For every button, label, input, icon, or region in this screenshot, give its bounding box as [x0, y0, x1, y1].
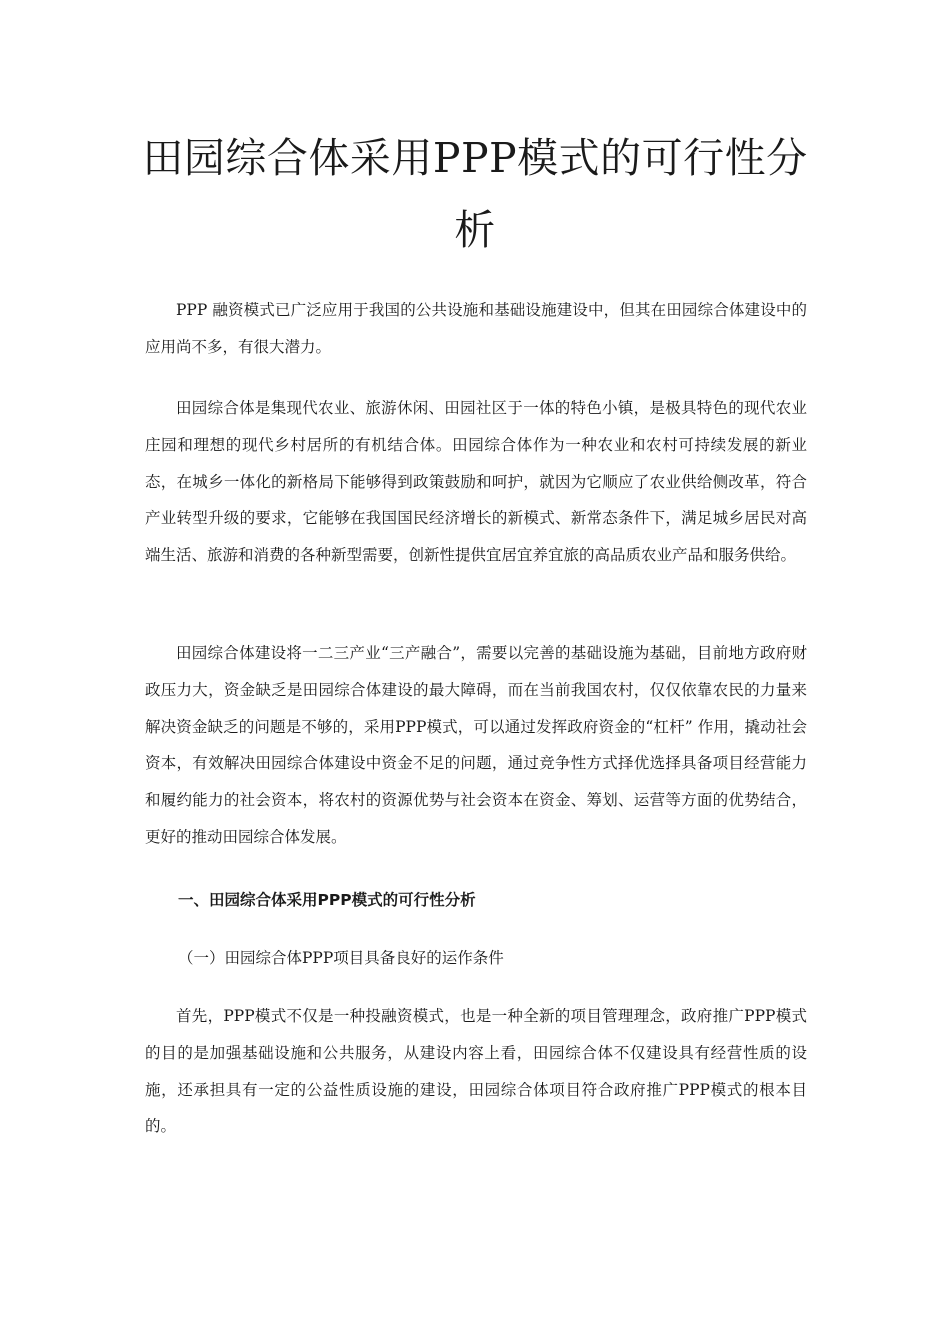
document-title: 田园综合体采用PPP模式的可行性分析	[142, 134, 808, 254]
subsection-heading: （一）田园综合体PPP项目具备良好的运作条件	[178, 949, 504, 967]
funding-paragraph: 田园综合体建设将一二三产业“三产融合”，需要以完善的基础设施为基础，目前地方政府财政压力大，资金缺乏是田园综合体建设的最大障碍，而在当前我国农村，仅仅依靠农民的力量来解决资金缺乏的问题是不够的，采用PPP模式，可以通过发挥政府资金的“杠杆” 作用，撬动社会资本，有效解决田园综合体建设中资金不足的问题，通过竞争性方式择优选择具备项目经营能力和履约能力的社会资本，将农村的资源优势与社会资本在资金、筹划、运营等方面的优势结合，更好的推动田园综合体发展。	[145, 644, 807, 846]
intro-paragraph: PPP 融资模式已广泛应用于我国的公共设施和基础设施建设中，但其在田园综合体建设中的应用尚不多，有很大潜力。	[145, 301, 807, 356]
first-point-paragraph: 首先，PPP模式不仅是一种投融资模式，也是一种全新的项目管理理念，政府推广PPP模式的目的是加强基础设施和公共服务，从建设内容上看，田园综合体不仅建设具有经营性质的设施，还承担具有一定的公益性质设施的建设，田园综合体项目符合政府推广PPP模式的根本目的。	[145, 1007, 807, 1136]
section-heading: 一、田园综合体采用PPP模式的可行性分析	[178, 891, 476, 909]
definition-paragraph: 田园综合体是集现代农业、旅游休闲、田园社区于一体的特色小镇，是极具特色的现代农业庄园和理想的现代乡村居所的有机结合体。田园综合体作为一种农业和农村可持续发展的新业态，在城乡一体化的新格局下能够得到政策鼓励和呵护，就因为它顺应了农业供给侧改革，符合产业转型升级的要求，它能够在我国国民经济增长的新模式、新常态条件下，满足城乡居民对高端生活、旅游和消费的各种新型需要，创新性提供宜居宜养宜旅的高品质农业产品和服务供给。	[145, 399, 807, 565]
